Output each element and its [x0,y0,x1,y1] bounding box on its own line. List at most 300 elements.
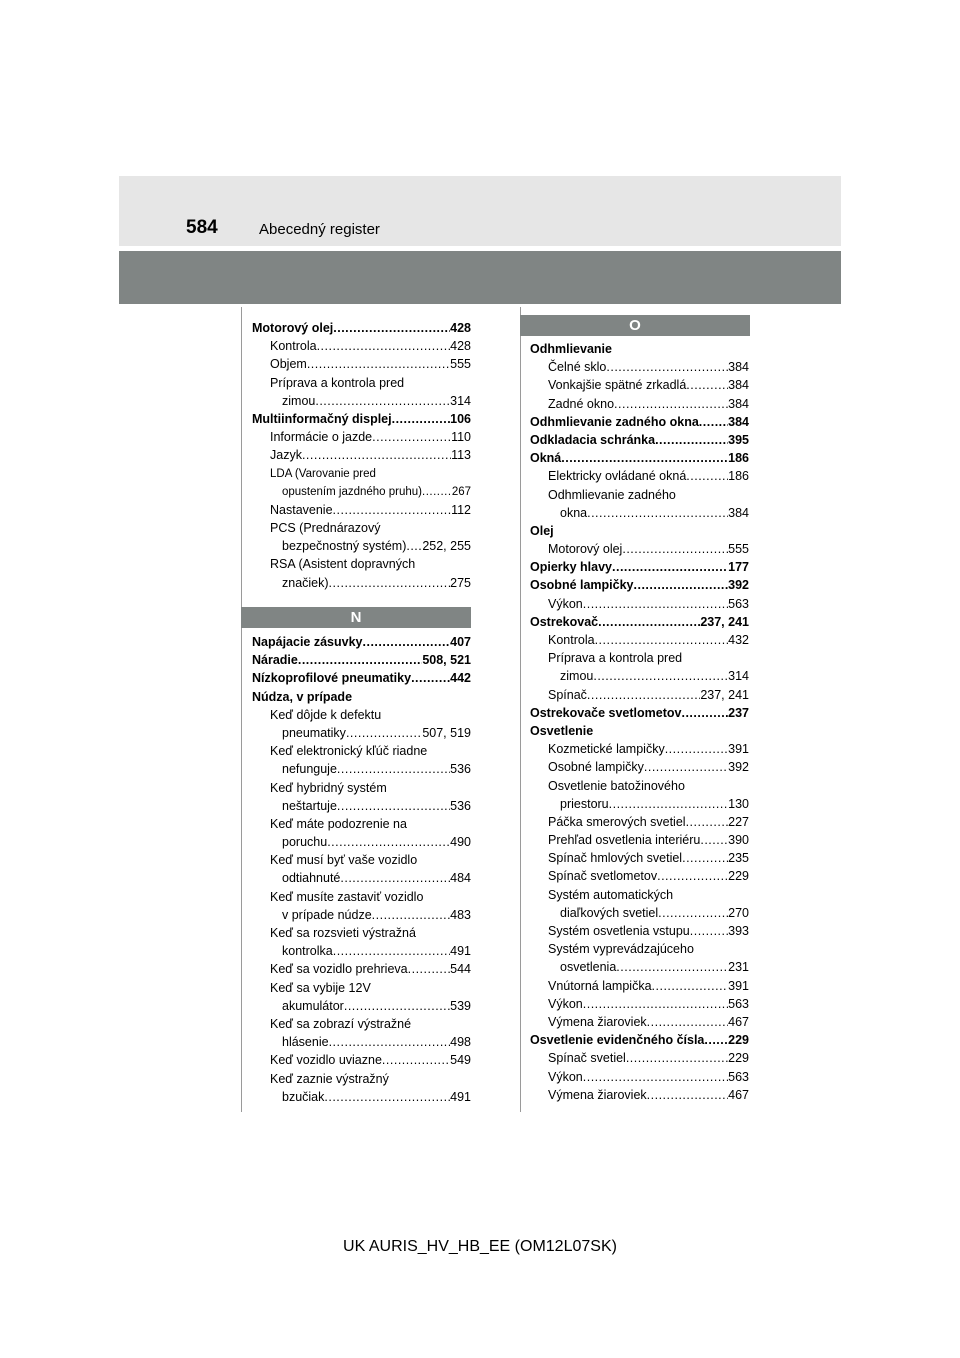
index-entry [252,633,471,651]
index-entry-page: 555 [728,542,749,557]
index-entry [252,906,471,924]
dot-leader [704,1031,728,1049]
index-entry-term: Čelné sklo [548,360,607,375]
index-entry-term: Ostrekovače svetlometov [530,705,682,720]
index-entry-page: 227 [728,814,749,829]
index-entry-page: 536 [450,762,471,777]
index-entry [530,504,749,522]
section-heading-o: O [520,315,750,336]
dot-leader [372,428,451,446]
dot-leader [657,867,728,885]
index-entry [252,724,471,742]
dot-leader [344,997,450,1015]
index-entry-page: 508, 521 [422,653,471,668]
index-entry [530,940,749,958]
index-entry [252,797,471,815]
index-entry-page: 467 [728,1087,749,1102]
index-entry [530,686,749,704]
dot-leader [644,758,728,776]
entries-m-continued [252,319,471,592]
index-entry-page: 270 [728,905,749,920]
index-entry-page: 229 [728,869,749,884]
index-entry [252,869,471,887]
index-entry-term: Jazyk [270,448,302,463]
index-entry-page: 384 [728,505,749,520]
index-entry-term: Náradie [252,653,298,668]
index-entry-term: Olej [530,523,554,538]
index-entry-page: 491 [450,944,471,959]
index-entry-term: Systém vyprevádzajúceho [548,942,694,957]
dot-leader [333,501,452,519]
index-entry-page: 229 [728,1051,749,1066]
index-entry [530,558,749,576]
dot-leader [647,1086,728,1104]
index-entry-term: Kontrola [270,339,317,354]
index-entry-page: 507, 519 [422,725,471,740]
index-entry-page: 483 [450,907,471,922]
index-entry [252,851,471,869]
index-entry-term: Spínač svetiel [548,1051,626,1066]
dot-leader [593,667,728,685]
index-entry-term: Vnútorná lampička [548,978,652,993]
index-entry-page: 235 [728,851,749,866]
dot-leader [614,395,728,413]
index-entry-page: 536 [450,798,471,813]
index-entry [252,979,471,997]
index-entry-page: 555 [450,357,471,372]
index-entry [252,337,471,355]
index-entry [530,831,749,849]
index-entry [252,706,471,724]
index-entry-term: neštartuje [282,798,337,813]
index-entry-term: Odkladacia schránka [530,432,656,447]
index-entry-term: Okná [530,451,562,466]
index-entry [530,758,749,776]
index-entry-page: 498 [450,1035,471,1050]
dot-leader [333,319,450,337]
section-heading-n: N [241,607,471,628]
dot-leader [658,904,728,922]
index-entry-term: zimou [560,669,594,684]
index-entry [530,886,749,904]
index-entry [530,449,749,467]
dot-leader [699,413,728,431]
chapter-band [119,251,841,304]
index-entry-term: Keď sa zobrazí výstražné [270,1016,412,1031]
dot-leader [408,960,451,978]
index-entry-term: Informácie o jazde [270,430,373,445]
index-entry-term: Vonkajšie spätné zrkadlá [548,378,687,393]
dot-leader [324,1088,450,1106]
index-entry-term: PCS (Prednárazový [270,521,381,536]
dot-leader [302,446,451,464]
section-o-list [530,340,749,1104]
index-entry [530,358,749,376]
index-entry-term: Spínač [548,687,587,702]
index-entry [252,428,471,446]
index-entry [252,1015,471,1033]
index-entry-page: 544 [450,962,471,977]
index-entry-term: Kozmetické lampičky [548,742,665,757]
index-entry [252,669,471,687]
index-entry-page: 275 [450,575,471,590]
index-entry-term: Prehľad osvetlenia interiéru [548,833,701,848]
index-entry-page: 237 [728,705,749,720]
index-entry-page: 113 [451,448,471,463]
dot-leader [598,613,700,631]
index-entry-term: Keď sa vozidlo prehrieva [270,962,408,977]
index-entry [252,1033,471,1051]
dot-leader [700,831,728,849]
dot-leader [609,795,729,813]
index-entry-page: 442 [450,671,471,686]
dot-leader [616,958,728,976]
index-entry-term: Príprava a kontrola pred [270,375,405,390]
dot-leader [652,977,729,995]
index-entry-term: Opierky hlavy [530,560,612,575]
index-entry [530,813,749,831]
index-entry-term: bezpečnostný systém) [282,539,407,554]
index-entry-page: 110 [451,430,471,445]
index-entry-page: 237, 241 [700,614,749,629]
index-entry [530,522,749,540]
index-entry [252,833,471,851]
index-entry-term: Motorový olej [252,321,334,335]
dot-leader [372,906,450,924]
index-entry-term: Ostrekovač [530,614,599,629]
dot-leader [298,651,422,669]
index-entry [530,722,749,740]
index-entry [252,355,471,373]
index-entry [252,815,471,833]
index-entry-term: Napájacie zásuvky [252,635,363,649]
index-entry [530,395,749,413]
dot-leader [606,358,728,376]
index-entry [252,888,471,906]
index-entry-term: Výkon [548,1069,583,1084]
index-entry-term: v prípade núdze [282,907,372,922]
index-entry-term: Príprava a kontrola pred [548,651,683,666]
dot-leader [346,724,422,742]
index-entry [530,1068,749,1086]
index-entry [252,392,471,410]
index-entry [252,374,471,392]
index-entry [530,576,749,594]
index-entry-term: Keď sa rozsvieti výstražná [270,926,416,940]
dot-leader [634,576,729,594]
index-entry-term: Osvetlenie [530,723,594,738]
index-entry [530,867,749,885]
section-n-list [252,633,471,1106]
index-entry-term: Kontrola [548,633,595,647]
index-entry-term: kontrolka [282,944,333,959]
index-entry-term: Keď máte podozrenie na [270,816,407,831]
index-entry-page: 467 [728,1014,749,1029]
index-entry-term: priestoru [560,796,609,811]
index-entry [530,1013,749,1031]
index-entry-term: Núdza, v prípade [252,689,353,704]
dot-leader [690,922,728,940]
dot-leader [686,813,729,831]
dot-leader [317,337,451,355]
dot-leader [622,540,728,558]
index-entry [530,1031,749,1049]
index-entry-term: Motorový olej [548,542,623,557]
index-entry [252,760,471,778]
index-entry-term: LDA (Varovanie pred [270,467,376,480]
index-entry [252,688,471,706]
index-entry-term: Systém automatických [548,887,674,902]
index-entry-page: 563 [728,596,749,611]
index-entry [530,704,749,722]
index-entry [252,465,471,483]
index-entry-page: 314 [728,669,749,684]
dot-leader [583,1068,728,1086]
index-entry-term: Keď musí byť vaše vozidlo [270,853,418,868]
index-entry [530,413,749,431]
index-entry-term: Páčka smerových svetiel [548,814,686,829]
index-entry-term: osvetlenia [560,960,617,975]
index-entry-term: Keď sa vybije 12V [270,980,371,995]
index-entry [530,613,749,631]
header-band [119,176,841,246]
index-entry-page: 392 [728,760,749,775]
index-entry-page: 432 [728,633,749,647]
index-entry [252,537,471,555]
index-entry [530,777,749,795]
index-entry-term: Osobné lampičky [548,760,644,775]
index-entry-page: 393 [728,924,749,938]
index-entry-term: Objem [270,357,307,372]
index-entry-page: 237, 241 [700,687,749,702]
index-entry-page: 391 [728,978,749,993]
index-entry [530,995,749,1013]
index-entry [530,467,749,485]
index-entry [530,977,749,995]
index-entry-page: 314 [450,393,471,408]
index-entry [252,519,471,537]
index-entry-page: 563 [728,996,749,1011]
index-entry [252,574,471,592]
index-entry [252,997,471,1015]
index-entry-term: akumulátor [282,998,344,1013]
dot-leader [561,449,728,467]
index-entry [530,340,749,358]
index-entry-term: nefunguje [282,762,337,777]
index-entry-term: diaľkových svetiel [560,905,659,920]
index-entry-page: 186 [728,469,749,484]
dot-leader [587,686,700,704]
index-entry-term: Nízkoprofilové pneumatiky [252,671,412,686]
index-entry-page: 490 [450,835,471,850]
index-entry-term: Výkon [548,996,583,1011]
index-entry-page: 549 [450,1053,471,1068]
dot-leader [333,942,450,960]
index-entry-term: Systém osvetlenia vstupu [548,924,690,938]
index-entry-page: 392 [728,578,749,593]
index-entry [252,1051,471,1069]
dot-leader [329,574,451,592]
dot-leader [583,595,728,613]
dot-leader [626,1049,728,1067]
index-entry-page: 484 [450,871,471,886]
index-entry [530,540,749,558]
index-entry-term: pneumatiky [282,725,346,740]
index-entry [530,431,749,449]
index-entry [252,960,471,978]
page-title: Abecedný register [259,221,380,238]
index-entry-page: 252, 255 [422,539,471,554]
index-entry-page: 395 [728,432,749,447]
index-entry-term: Keď hybridný systém [270,780,387,795]
dot-leader [337,760,450,778]
index-entry [530,904,749,922]
index-entry-page: 428 [450,339,471,354]
index-entry [252,446,471,464]
index-entry-term: Osvetlenie evidenčného čísla [530,1033,705,1048]
dot-leader [655,431,728,449]
index-entry [252,1070,471,1088]
index-entry-term: okna [560,505,588,520]
index-entry-term: Keď vozidlo uviazne [270,1053,382,1068]
dot-leader [422,483,452,501]
index-entry-term: značiek) [282,575,329,590]
index-entry-term: Výmena žiaroviek [548,1087,647,1102]
index-entry-term: poruchu [282,835,328,850]
index-entry [530,631,749,649]
index-entry-term: bzučiak [282,1089,325,1104]
entries-n [252,633,471,1106]
page-number: 584 [186,217,218,238]
index-entry [530,740,749,758]
dot-leader [583,995,728,1013]
index-entry [252,555,471,573]
index-entry-term: Odhmlievanie [530,342,612,356]
dot-leader [327,833,450,851]
index-entry-term: hlásenie [282,1035,329,1050]
dot-leader [340,869,450,887]
index-entry-term: RSA (Asistent dopravných [270,557,416,572]
index-entry [530,958,749,976]
dot-leader [363,633,451,651]
index-entry [252,1088,471,1106]
dot-leader [315,392,450,410]
dot-leader [587,504,728,522]
index-entry-term: Odhmlievanie zadného okna [530,414,699,429]
index-entry-page: 384 [728,396,749,411]
dot-leader [686,376,728,394]
index-entry [252,483,471,501]
dot-leader [682,849,728,867]
index-entry-page: 491 [450,1089,471,1104]
index-entry [252,742,471,760]
index-entry-term: opustením jazdného pruhu) [282,485,423,498]
index-entry-page: 384 [728,414,749,429]
index-entry [252,501,471,519]
index-entry [530,795,749,813]
index-entry-term: Keď zaznie výstražný [270,1071,389,1086]
left-column-rule [241,307,242,1112]
index-entry-term: Výkon [548,596,583,611]
index-entry-term: Elektricky ovládané okná [548,469,687,484]
index-entry-term: Osobné lampičky [530,578,634,593]
dot-leader [686,467,728,485]
index-entry [530,595,749,613]
entries-o [530,340,749,1104]
index-entry [252,410,471,428]
index-entry [530,667,749,685]
index-entry-term: Výmena žiaroviek [548,1014,647,1029]
dot-leader [665,740,728,758]
index-entry-term: zimou [282,393,316,408]
index-entry [530,849,749,867]
index-entry [530,486,749,504]
index-entry [252,924,471,942]
index-entry-page: 130 [728,796,749,811]
index-entry-term: odtiahnuté [282,871,341,886]
dot-leader [337,797,450,815]
index-entry [252,779,471,797]
dot-leader [307,355,450,373]
index-entry-term: Keď dôjde k defektu [270,707,382,722]
dot-leader [411,669,450,687]
index-entry [252,942,471,960]
index-entry-term: Nastavenie [270,502,333,517]
index-entry-page: 112 [451,502,471,517]
index-entry-page: 106 [450,411,471,426]
right-column-rule [520,307,521,1112]
index-entry [252,651,471,669]
index-entry-term: Keď elektronický kľúč riadne [270,744,428,759]
dot-leader [329,1033,451,1051]
index-entry-page: 428 [450,321,471,335]
index-entry-term: Multiinformačný displej [252,411,392,426]
index-entry-term: Spínač svetlometov [548,869,658,884]
dot-leader [681,704,728,722]
dot-leader [595,631,729,649]
index-entry-page: 384 [728,378,749,393]
index-entry-term: Osvetlenie batožinového [548,778,685,793]
dot-leader [612,558,728,576]
index-entry-term: Spínač hmlových svetiel [548,851,683,866]
index-entry-term: Odhmlievanie zadného [548,487,676,502]
dot-leader [392,410,451,428]
index-entry-page: 563 [728,1069,749,1084]
dot-leader [382,1051,450,1069]
index-entry-page: 229 [728,1033,749,1048]
index-entry-page: 407 [450,635,471,649]
index-entry [530,1086,749,1104]
footer-document-code: UK AURIS_HV_HB_EE (OM12L07SK) [343,1238,617,1255]
index-entry-page: 231 [728,960,749,975]
index-entry [530,649,749,667]
index-entry-page: 539 [450,998,471,1013]
index-entry [252,319,471,337]
index-entry-term: Zadné okno [548,396,615,411]
index-entry-page: 177 [728,560,749,575]
index-column-left [252,319,471,592]
index-entry-page: 186 [728,451,749,466]
dot-leader [647,1013,728,1031]
index-entry-page: 384 [728,360,749,375]
index-entry [530,376,749,394]
index-entry-term: Keď musíte zastaviť vozidlo [270,889,424,904]
index-entry-page: 267 [451,485,471,498]
index-entry-page: 390 [728,833,749,848]
dot-leader [406,537,422,555]
index-entry [530,1049,749,1067]
index-entry [530,922,749,940]
